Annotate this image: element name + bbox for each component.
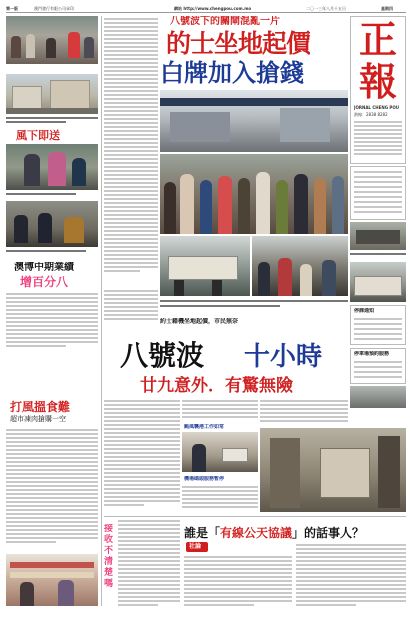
weekday: 星期四 <box>381 6 393 11</box>
rule-bottom <box>104 516 406 517</box>
masthead-roman: JORNAL CHENG POU <box>354 105 399 110</box>
editorial-tag-label: 社論 <box>189 543 202 550</box>
rule-left <box>101 16 102 606</box>
photo-supermarket <box>6 554 98 606</box>
photo-side-3 <box>350 386 406 408</box>
storm-headline-1: 八號波 <box>120 340 205 372</box>
bottom-text-col-1 <box>118 520 180 612</box>
section-head-sjm: 澳博中期業績 <box>14 262 74 273</box>
storm-text-col-3 <box>260 400 348 426</box>
mid-banner: 約士藉機坐地起價，市民無奈 <box>160 318 239 325</box>
photo-bus-station <box>160 236 250 296</box>
masthead-char-2: 報 <box>359 61 398 103</box>
sidebar-notice-label: 停課通知 <box>354 308 375 314</box>
lead-headline-2: 白牌加入搶錢 <box>160 60 304 87</box>
text-block-sjm <box>6 292 98 354</box>
storm-text-col-2b <box>182 486 258 512</box>
photo-crowd-street <box>6 16 98 64</box>
page-label: 第一版 <box>6 6 18 11</box>
bottom-headline-b: 有線公天協議 <box>220 526 293 540</box>
storm-headline-2: 十小時 <box>244 342 323 372</box>
section-head-typhoon-food: 打風搵食難 <box>10 400 71 414</box>
sidebar-ad-title: 停車場預約服務 <box>354 351 390 357</box>
bottom-vertical-label: 接收不清楚嗎 <box>104 524 114 589</box>
bottom-text-col-2 <box>184 556 292 612</box>
lead-headline-1: 的士坐地起價 <box>166 30 311 58</box>
sidebar-ad <box>350 348 406 384</box>
caption-2 <box>6 115 98 127</box>
mid-caption <box>160 298 348 312</box>
left-column <box>6 16 98 606</box>
bottom-headline-c: 」的話事人？ <box>292 526 365 540</box>
sidebar-notice <box>350 305 406 345</box>
editorial-tag <box>186 542 208 552</box>
bottom-headline <box>184 522 406 540</box>
photo-taxi-stand <box>252 236 348 296</box>
bottom-headline-a: 誰是「 <box>184 526 221 540</box>
photo-side-1 <box>350 222 406 250</box>
masthead-char-1: 正 <box>359 19 398 61</box>
storm-side-label-1: 颱風襲港工作如常 <box>184 424 225 430</box>
photo-damaged-wall <box>260 428 406 512</box>
section-head-wind: 風下即送 <box>16 129 60 142</box>
text-block-food <box>6 428 98 548</box>
storm-subhead: 廿九意外．有驚無險 <box>140 376 293 396</box>
section-subhead-sjm: 增百分八 <box>20 275 69 289</box>
lead-kicker: 八號波下的關閘混亂一片 <box>170 16 280 27</box>
photo-border-gate <box>160 90 348 152</box>
photo-building <box>6 74 98 114</box>
caption-3 <box>6 191 98 199</box>
mid-text <box>104 290 158 330</box>
photo-side-2 <box>350 262 406 302</box>
storm-side-label-2: 機場碼頭服務暫停 <box>184 476 225 482</box>
right-ad-block <box>350 166 406 220</box>
photo-police <box>6 201 98 247</box>
org-line: 澳門發行有限公司承印 <box>34 6 74 11</box>
bottom-text-col-3 <box>296 544 406 612</box>
section-subhead-typhoon-food: 超市凍肉搶購一空 <box>10 415 66 423</box>
photo-queue-crowd <box>160 154 348 234</box>
caption-4 <box>6 248 98 256</box>
photo-office <box>182 432 258 472</box>
storm-text-col-1 <box>104 400 180 510</box>
website[interactable]: 網站 http://www.chengpou.com.mo <box>174 6 252 11</box>
photo-delivery <box>6 144 98 190</box>
lead-text-column <box>104 16 158 284</box>
top-header <box>6 4 406 13</box>
masthead <box>350 16 406 164</box>
issue-date: 二〇一三年八月十五日 <box>306 6 346 11</box>
masthead-hotline: 熱線：2838 8282 <box>354 112 388 117</box>
side-caption-1 <box>350 251 406 259</box>
